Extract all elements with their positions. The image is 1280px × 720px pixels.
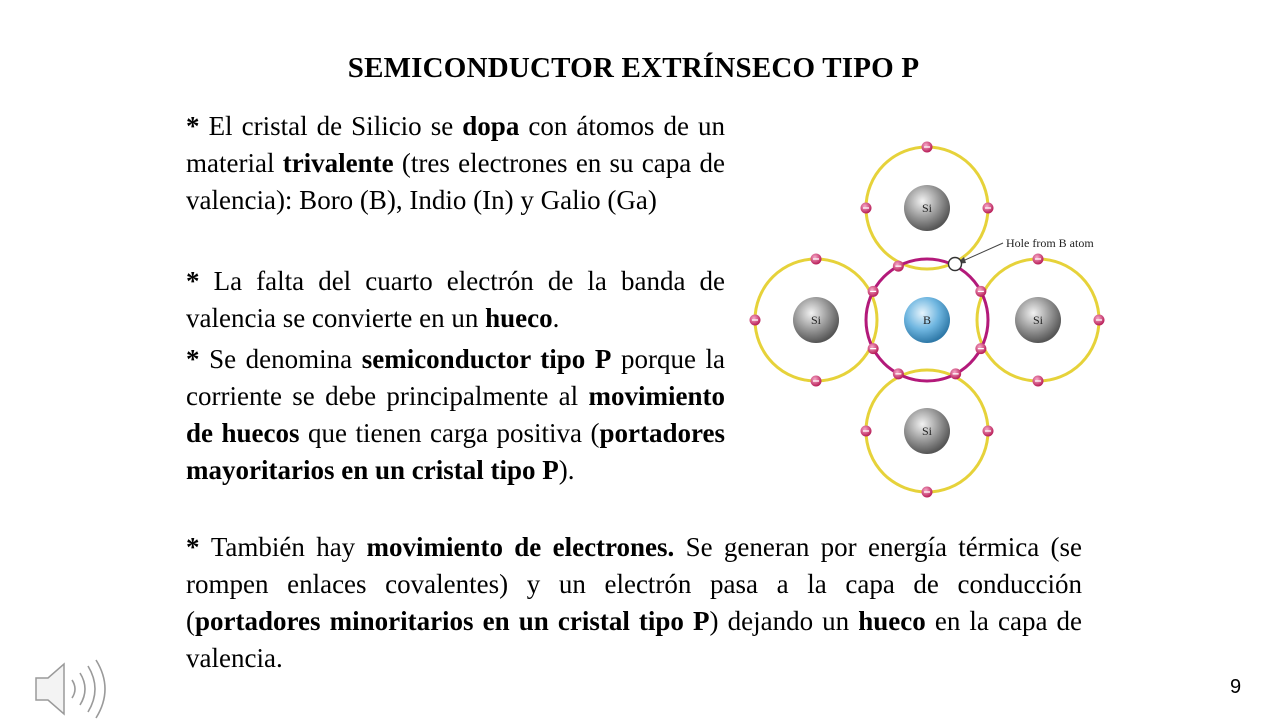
atom-label-top: Si xyxy=(921,201,933,215)
text-run: * xyxy=(186,266,214,296)
atom-center xyxy=(904,297,950,343)
text-run: Se denomina xyxy=(209,344,362,374)
electron-top-1 xyxy=(861,203,872,214)
electron-bottom-0 xyxy=(861,426,872,437)
hole-label: Hole from B atom xyxy=(1006,236,1094,250)
slide-title: SEMICONDUCTOR EXTRÍNSECO TIPO P xyxy=(347,52,920,84)
paragraph-dopa xyxy=(186,108,725,219)
text-run: trivalente xyxy=(282,148,394,178)
electron-center-3 xyxy=(868,343,879,354)
electron-center-5 xyxy=(950,368,961,379)
text-run: * xyxy=(186,532,211,562)
text-run: Se generan por energía térmica (se rompen enlaces covalentes) y un electrón pasa a la capa de conducción ( xyxy=(186,532,1082,636)
hole-marker xyxy=(949,258,962,271)
electron-left-2 xyxy=(811,376,822,387)
atom-right xyxy=(1015,297,1061,343)
text-run: También hay xyxy=(210,532,367,562)
crystal-lattice-diagram xyxy=(740,135,1130,505)
atom-label-left: Si xyxy=(810,313,822,327)
atom-label-center: B xyxy=(922,313,932,327)
electron-bottom-2 xyxy=(922,487,933,498)
electron-center-6 xyxy=(975,343,986,354)
electron-center-0 xyxy=(893,261,904,272)
electron-bottom-1 xyxy=(983,426,994,437)
text-run: portadores minoritarios en un cristal tipo P xyxy=(195,606,710,636)
electron-right-0 xyxy=(1033,254,1044,265)
text-run: en la capa de valencia. xyxy=(186,606,1083,673)
text-run: El cristal de Silicio se xyxy=(208,111,463,141)
atom-top xyxy=(904,185,950,231)
electron-left-0 xyxy=(811,254,822,265)
speaker-icon[interactable] xyxy=(28,656,112,720)
paragraph-hueco xyxy=(186,263,725,337)
atom-left xyxy=(793,297,839,343)
electron-center-4 xyxy=(893,368,904,379)
hole-annotation xyxy=(949,236,1095,271)
text-run: porque la corriente se debe principalmente al xyxy=(186,344,725,411)
atom-label-right: Si xyxy=(1032,313,1044,327)
text-run: con átomos de un material xyxy=(186,111,726,178)
electron-center-1 xyxy=(975,286,986,297)
nuclei xyxy=(793,185,1061,454)
electron-center-2 xyxy=(868,286,879,297)
atom-bottom xyxy=(904,408,950,454)
text-run: ). xyxy=(558,455,575,485)
text-run: (tres electrones en su capa de valencia): Boro (B), Indio (In) y Galio (Ga) xyxy=(186,148,725,215)
atom-label-bottom: Si xyxy=(921,424,933,438)
text-run: hueco xyxy=(485,303,553,333)
text-run: semiconductor tipo P xyxy=(361,344,612,374)
text-run: que tienen carga positiva ( xyxy=(299,418,600,448)
text-run: dopa xyxy=(462,111,520,141)
text-run: hueco xyxy=(858,606,926,636)
electron-top-2 xyxy=(983,203,994,214)
text-run: * xyxy=(186,111,209,141)
text-run: . xyxy=(552,303,560,333)
text-run: movimiento de electrones. xyxy=(366,532,675,562)
paragraph-tipo-p xyxy=(186,341,725,489)
electron-right-2 xyxy=(1033,376,1044,387)
electron-top-0 xyxy=(922,142,933,153)
text-run: * xyxy=(186,344,210,374)
page-number: 9 xyxy=(1230,676,1242,698)
text-run: movimiento de huecos xyxy=(186,381,725,448)
text-run: portadores mayoritarios en un cristal tipo P xyxy=(186,418,725,485)
text-run: La falta del cuarto electrón de la banda de valencia se convierte en un xyxy=(186,266,725,333)
text-run: ) dejando un xyxy=(709,606,859,636)
electron-right-1 xyxy=(1094,315,1105,326)
electron-left-1 xyxy=(750,315,761,326)
paragraph-electrones xyxy=(186,529,1082,677)
